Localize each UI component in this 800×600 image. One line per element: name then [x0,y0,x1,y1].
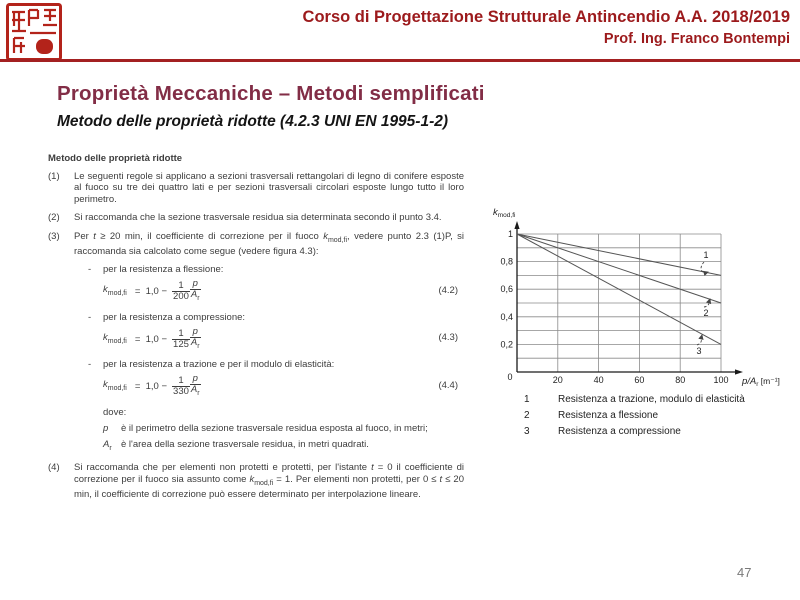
kmod-fi-chart [486,198,798,390]
svg-text:0,8: 0,8 [500,256,513,267]
svg-text:1: 1 [703,250,709,260]
red-seal-stamp-icon [6,3,62,66]
page-title: Proprietà Meccaniche – Metodi semplificati [57,82,485,105]
bullet-compression: - per la resistenza a compressione: [88,311,246,323]
svg-text:0: 0 [507,372,513,382]
svg-text:2: 2 [703,308,709,318]
where-label: dove: [103,406,127,418]
formula-4-4: $k_{mod,fi}$ = 1,0 − $\frac{1}{330}$ $\frac{p}{A_r}$ (4.4) [103,373,458,398]
svg-text:1: 1 [507,229,513,239]
svg-text:20: 20 [552,375,563,385]
svg-text:p/Ar [m⁻¹]: $p/A_r$ [m⁻¹] [742,376,780,388]
formula-4-3: $k_{mod,fi}$ = 1,0 − $\frac{1}{125}$ $\frac{p}{A_r}$ (4.3) [103,325,458,350]
clause-3: (3) Per t ≥ 20 min, il coefficiente di correzione per il fuoco $k_{mod,fi}$, vedere punto 2.3 (1)P, si raccomanda sia calcolato come segue (vedere figura 4.3): [48,230,464,257]
page-number: 47 [737,565,752,580]
standard-excerpt [48,153,464,508]
equation-number: (4.3) [438,332,458,344]
legend-item-2: 2 Resistenza a flessione [524,410,659,421]
formula-4-2: $k_{mod,fi}$ = 1,0 − $\frac{1}{200}$ $\frac{p}{A_r}$ (4.2) [103,278,458,303]
header-divider [0,59,800,62]
page-subtitle: Metodo delle proprietà ridotte (4.2.3 UNI EN 1995-1-2) [57,113,449,130]
bullet-flexion: - per la resistenza a flessione: [88,264,224,276]
svg-text:3: 3 [696,346,702,356]
definition-perimeter: p è il perimetro della sezione trasversale residua esposta al fuoco, in metri; [103,423,428,435]
slide-header [303,6,790,49]
definition-area: $A_r$ è l'area della sezione trasversale residua, in metri quadrati. [103,438,369,452]
svg-text:80: 80 [675,375,686,385]
chart-legend [524,394,745,442]
svg-text:0,6: 0,6 [500,284,513,295]
professor-name: Prof. Ing. Franco Bontempi [603,31,790,47]
bullet-tension: - per la resistenza a trazione e per il modulo di elasticità: [88,359,335,371]
clause-1: (1) Le seguenti regole si applicano a sezioni trasversali rettangolari di legno di conifere esposte al fuoco su tre dei quattro lati e per sezioni trasversali circolari esposte lungo tutto il loro perimetro. [48,170,464,205]
equation-number: (4.2) [438,284,458,296]
svg-text:kmod,fi: $k_{mod,fi}$ [493,207,516,219]
svg-text:60: 60 [634,375,645,385]
equation-number: (4.4) [438,379,458,391]
legend-item-3: 3 Resistenza a compressione [524,426,681,437]
svg-text:0,4: 0,4 [500,311,513,322]
svg-text:40: 40 [593,375,604,385]
svg-text:0,2: 0,2 [500,339,513,350]
course-title: Corso di Progettazione Strutturale Antincendio A.A. 2018/2019 [302,8,790,26]
clause-2: (2) Si raccomanda che la sezione trasversale residua sia determinata secondo il punto 3.4. [48,212,442,223]
svg-text:100: 100 [713,375,729,385]
legend-item-1: 1 Resistenza a trazione, modulo di elasticità [524,394,745,405]
clause-4: (4) Si raccomanda che per elementi non protetti e protetti, per l'istante t = 0 il coefficiente di correzione per il fuoco sia assunto come $k_{mod,fi} = 1$. Per elementi non protetti, per 0 ≤ t ≤ 20 min, il coefficiente di correzione può essere determinato per interpolazione lineare. [48,462,465,501]
excerpt-heading: Metodo delle proprietà ridotte [48,153,183,164]
